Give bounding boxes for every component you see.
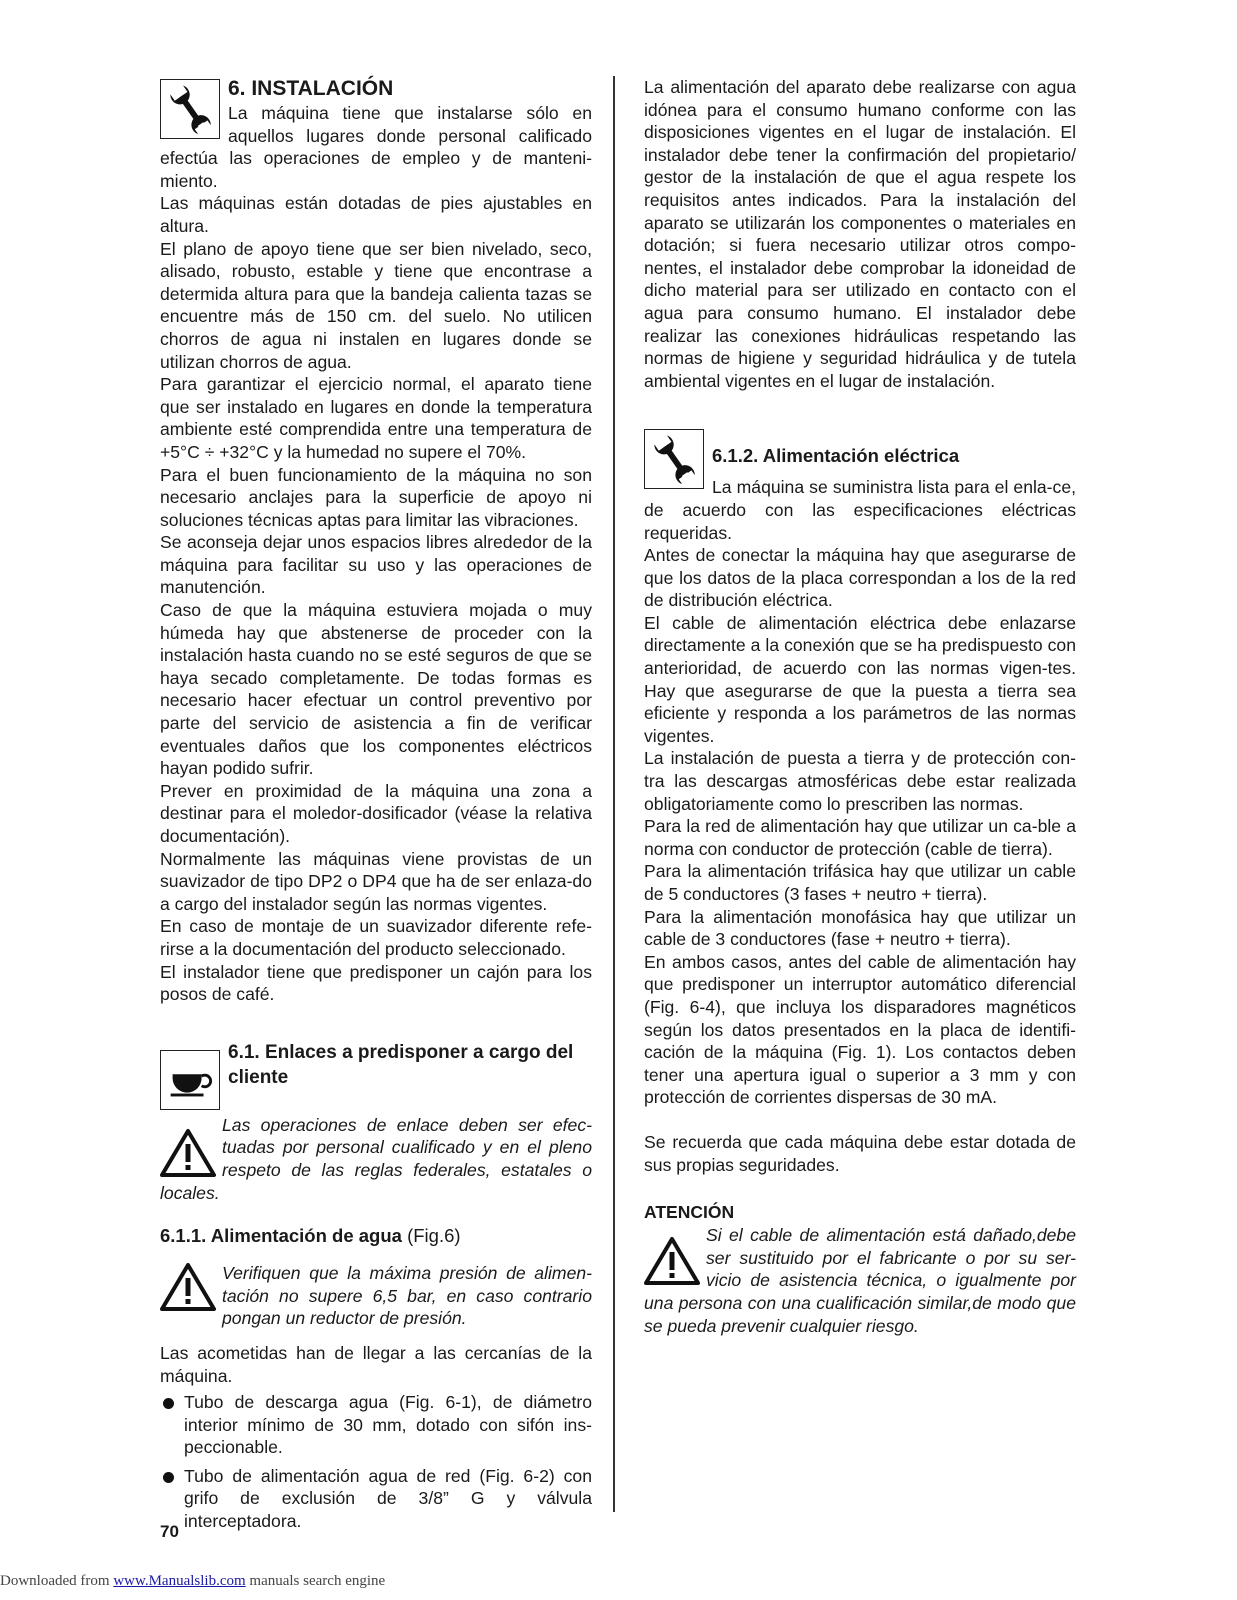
paragraph: Para la red de alimentación hay que utilizar un ca-ble a norma con conductor de protección (cable de tierra).: [644, 816, 1076, 859]
figure-reference: (Fig.6): [401, 1225, 461, 1247]
list-item: Tubo de alimentación agua de red (Fig. 6-2) con grifo de exclusión de 3/8” G y válvula interceptadora.: [160, 1465, 592, 1533]
paragraph: La alimentación del aparato debe realizarse con agua idónea para el consumo humano conforme con las disposiciones vigentes en el lugar de instalación. El instalador debe tener la confirmación del propietario/ gestor de la instalación de que el agua respete los requisitos antes indicados. Para la instalación del aparato se utilizarán los componentes o materiales en dotación; si fuera necesario utilizar otros compo-nentes, el instalador debe comprobar la idoneidad de dicho material para ser utilizado en contacto con el agua para consumo humano. El instalador debe realizar las conexiones hidráulicas respetando las normas de higiene y seguridad hidráulica y de tutela ambiental vigentes en el lugar de instalación.: [644, 77, 1076, 391]
footer-prefix: Downloaded from: [0, 1573, 114, 1589]
coffee-cup-icon: [160, 1050, 220, 1110]
paragraph: La máquina tiene que instalarse sólo en aquellos lugares donde personal calificado efectúa las operaciones de empleo y de manteni-miento.: [160, 103, 592, 191]
paragraph: Para la alimentación monofásica hay que utilizar un cable de 3 conductores (fase + neutro + tierra).: [644, 906, 1076, 950]
paragraph: Las máquinas están dotadas de pies ajustables en altura.: [160, 193, 592, 236]
warning-icon: [160, 1262, 216, 1312]
paragraph: El plano de apoyo tiene que ser bien nivelado, seco, alisado, robusto, estable y tiene que encontrase a determida altura para que la bandeja calienta tazas se encuentre más de 150 cm. del suelo. No utilicen chorros de agua ni instalen en lugares donde se utilizan chorros de agua.: [160, 238, 592, 372]
paragraph: Prever en proximidad de la máquina una zona a destinar para el moledor-dosificador (véase la relativa documentación).: [160, 780, 592, 846]
manualslib-link[interactable]: www.Manualslib.com: [113, 1573, 246, 1589]
paragraph: Caso de que la máquina estuviera mojada o muy húmeda hay que abstenerse de proceder con la instalación hasta cuando no se esté seguros de que se haya secado completamente. De todas formas es necesario hacer efectuar un control preventivo por parte del servicio de asistencia a fin de verificar eventuales daños que los componentes eléctricos hayan podido sufrir.: [160, 600, 592, 779]
warning-text: Las operaciones de enlace deben ser efec-tuadas por personal cualificado y en el pleno respeto de las reglas federales, estatales o locales.: [160, 1114, 592, 1203]
paragraph: Las acometidas han de llegar a las cercanías de la máquina.: [160, 1342, 592, 1386]
page-number: 70: [160, 1522, 179, 1541]
warning-text: Verifiquen que la máxima presión de alimen-tación no supere 6,5 bar, en caso contrario pongan un reductor de presión.: [222, 1263, 592, 1329]
paragraph: Se recuerda que cada máquina debe estar dotada de sus propias seguridades.: [644, 1131, 1076, 1175]
paragraph: El instalador tiene que predisponer un cajón para los posos de café.: [160, 961, 592, 1005]
paragraph: En ambos casos, antes del cable de alimentación hay que predisponer un interruptor automático diferencial (Fig. 6-4), que incluya los disparadores magnéticos según los datos presentados en la placa de identifi-cación de la máquina (Fig. 1). Los contactos deben tener una apertura igual o superior a 3 mm y con protección de corrientes dispersas de 30 mA.: [644, 951, 1076, 1108]
warning-icon: [644, 1236, 700, 1286]
paragraph: El cable de alimentación eléctrica debe enlazarse directamente a la conexión que se ha predispuesto con anterioridad, de acuerdo con las normas vigen-tes. Hay que asegurarse de que la puesta a tierra sea eficiente y responda a los parámetros de las normas vigentes.: [644, 612, 1076, 746]
column-divider: [613, 76, 615, 1512]
warning-icon: [160, 1128, 216, 1178]
left-column: [160, 76, 592, 1533]
list-item: Tubo de descarga agua (Fig. 6-1), de diámetro interior mínimo de 30 mm, dotado con sifón ins-peccionable.: [160, 1391, 592, 1459]
section-6-1-1-label: 6.1.1. Alimentación de agua: [160, 1225, 402, 1247]
wrench-icon: [160, 79, 220, 139]
attention-title: ATENCIÓN: [644, 1202, 735, 1223]
paragraph: Para garantizar el ejercicio normal, el aparato tiene que ser instalado en lugares en donde la temperatura ambiente esté comprendida entre una temperatura de +5°C ÷ +32°C y la humedad no supere el 70%.: [160, 374, 592, 462]
paragraph: La máquina se suministra lista para el enla-ce, de acuerdo con las especificaciones eléctricas requeridas.: [644, 477, 1076, 543]
wrench-icon: [644, 429, 704, 489]
paragraph: Para el buen funcionamiento de la máquina no son necesario anclajes para la superficie de apoyo ni soluciones técnicas aptas para limitar las vibraciones.: [160, 464, 592, 530]
section-6-1-title: 6.1. Enlaces a predisponer a cargo del cliente: [228, 1041, 574, 1088]
paragraph: Antes de conectar la máquina hay que asegurarse de que los datos de la placa correspondan a los de la red de distribución eléctrica.: [644, 545, 1076, 611]
section-6-1-2-title: 6.1.2. Alimentación eléctrica: [712, 445, 960, 467]
paragraph: La instalación de puesta a tierra y de protección con-tra las descargas atmosféricas debe estar realizada obligatoriamente como lo prescriben las normas.: [644, 748, 1076, 814]
attention-text: Si el cable de alimentación está dañado,debe ser sustituido por el fabricante o por su ser-vicio de asistencia técnica, o igualmente por una persona con una cualificación similar,de modo que se pueda prevenir cualquier riesgo.: [644, 1225, 1076, 1336]
footer: [0, 1573, 385, 1590]
paragraph: Normalmente las máquinas viene provistas de un suavizador de tipo DP2 o DP4 que ha de ser enlaza-do a cargo del instalador según las normas vigentes.: [160, 848, 592, 914]
footer-suffix: manuals search engine: [245, 1573, 386, 1589]
section-6-title: 6. INSTALACIÓN: [228, 77, 394, 100]
paragraph: Se aconseja dejar unos espacios libres alrededor de la máquina para facilitar su uso y las operaciones de manutención.: [160, 532, 592, 598]
paragraph: Para la alimentación trifásica hay que utilizar un cable de 5 conductores (3 fases + neutro + tierra).: [644, 861, 1076, 904]
right-column: [644, 76, 1076, 1337]
section-6-1-1-title: [160, 1224, 592, 1248]
paragraph: En caso de montaje de un suavizador diferente refe-rirse a la documentación del producto seleccionado.: [160, 916, 592, 959]
